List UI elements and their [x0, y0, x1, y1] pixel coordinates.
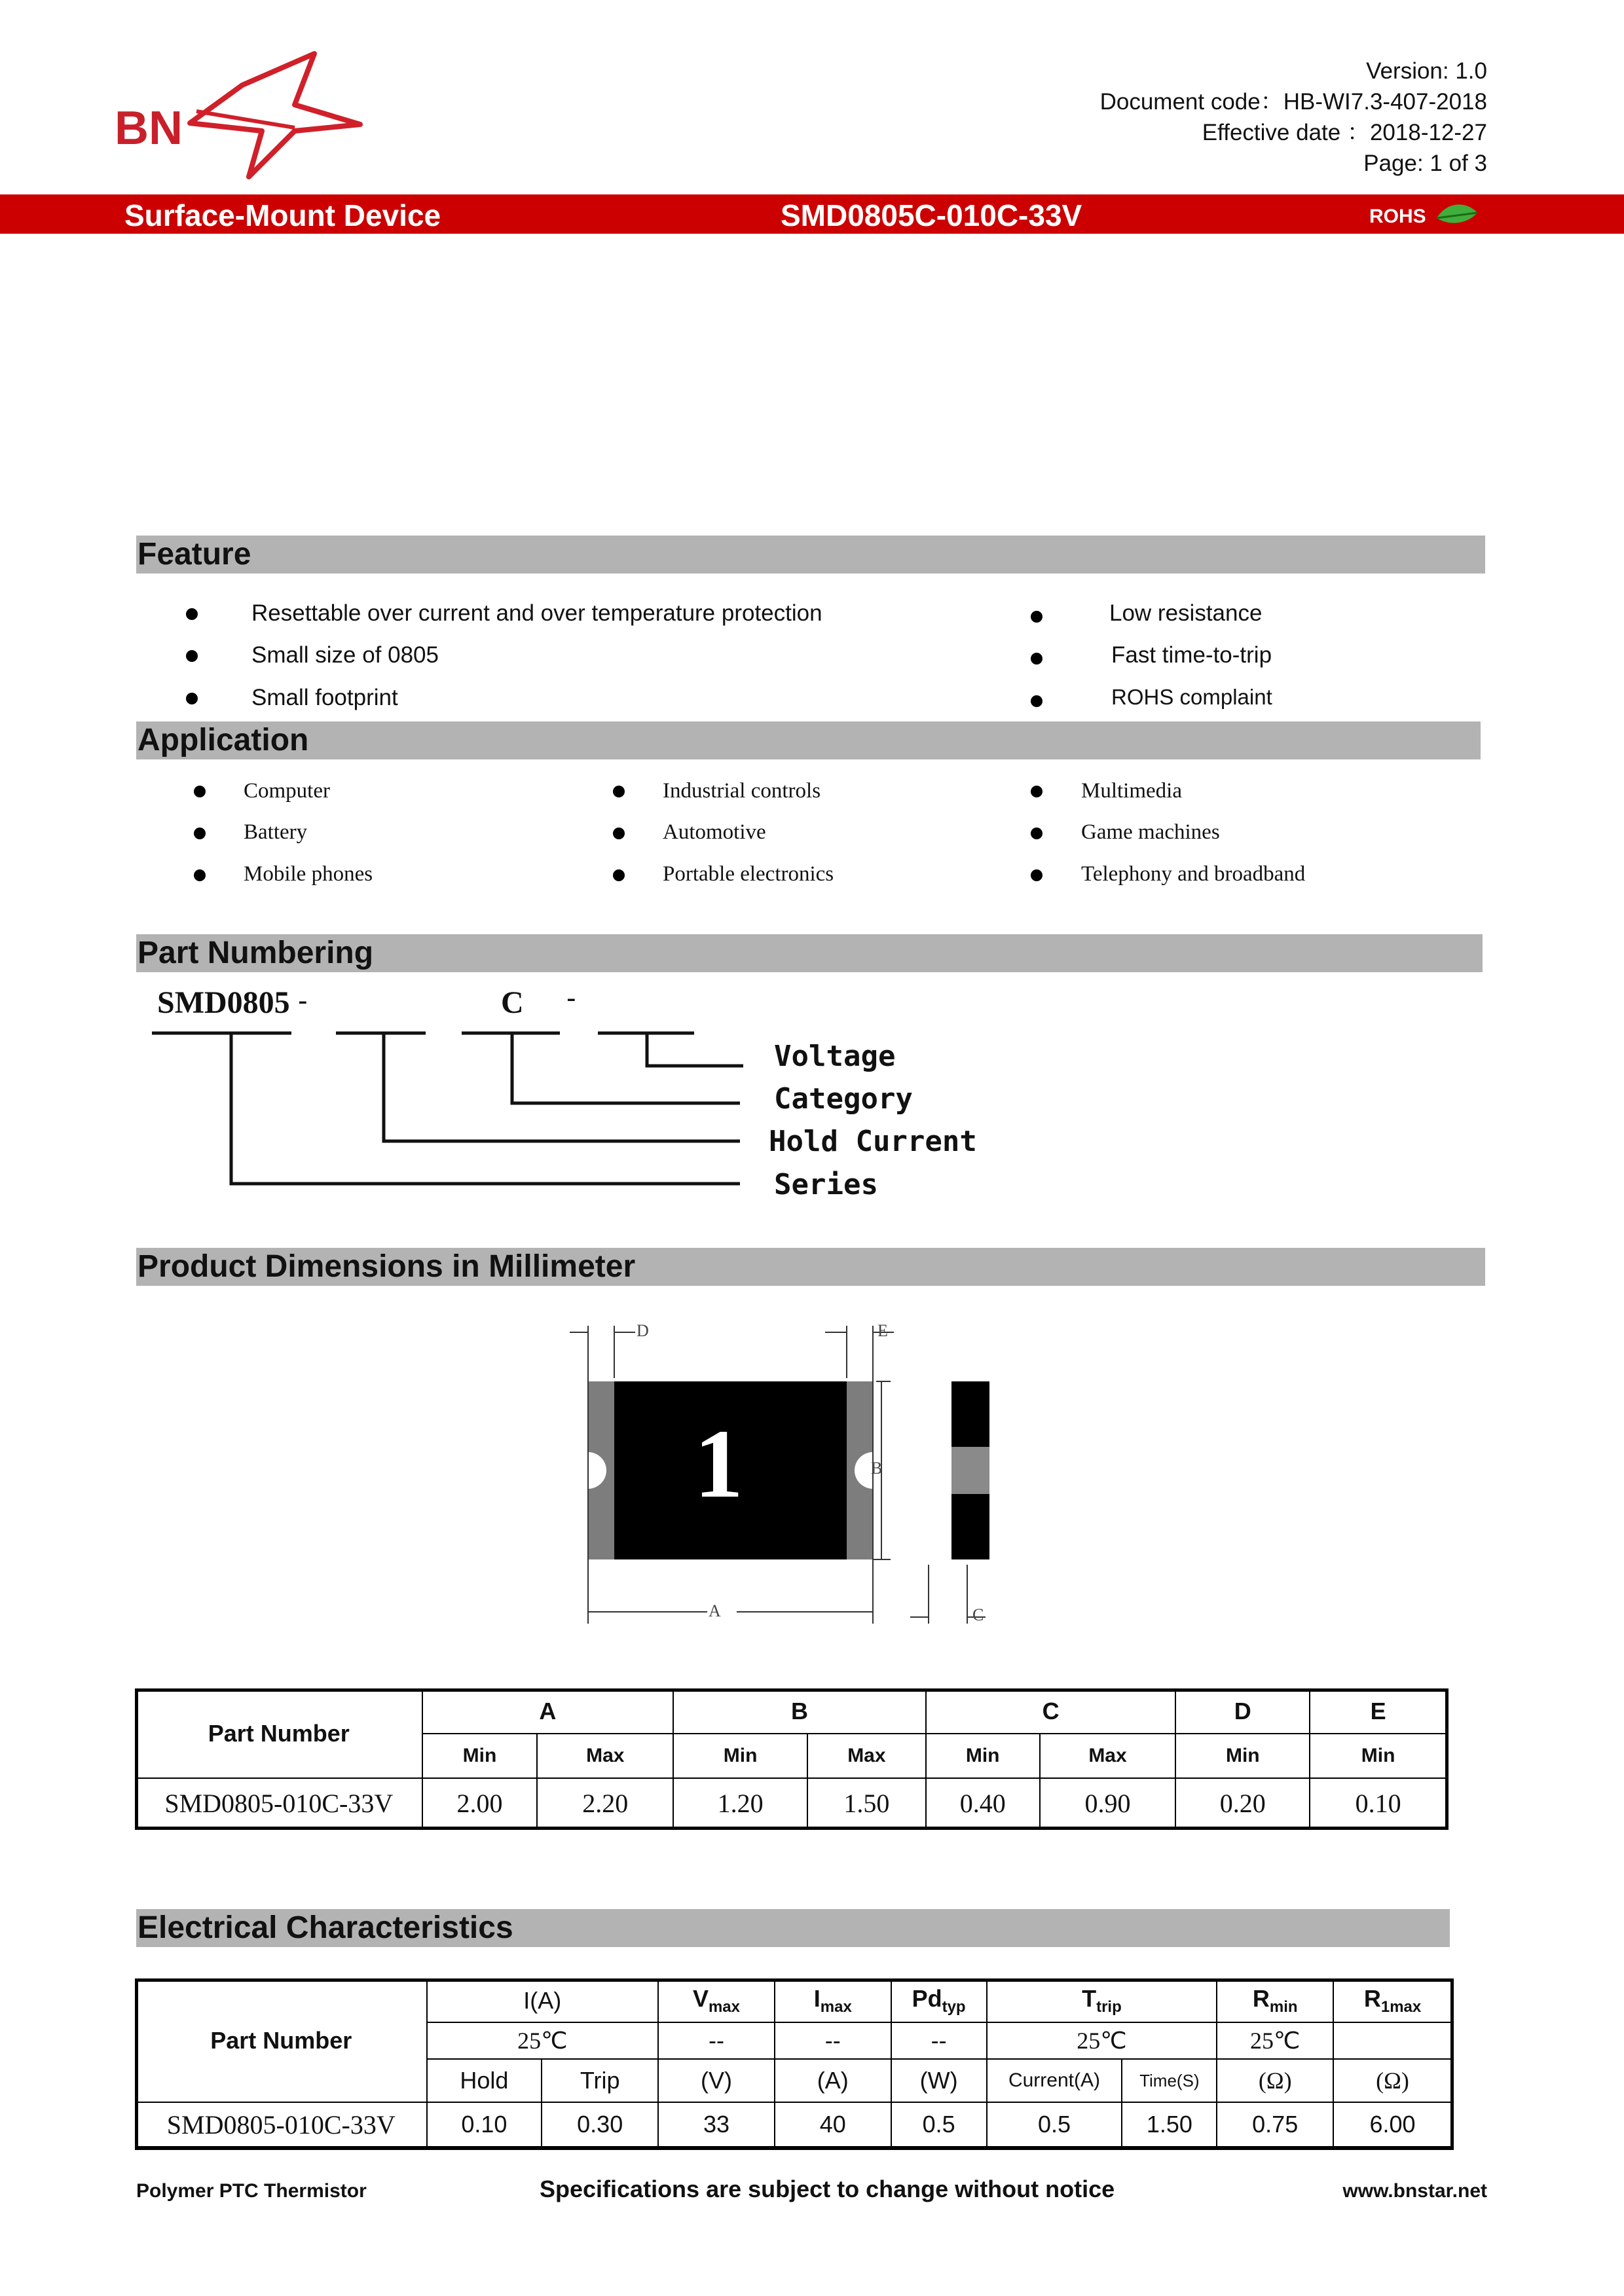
rohs-label: ROHS [1369, 206, 1426, 227]
list-item: Mobile phones [244, 862, 373, 886]
bullet-icon [186, 650, 198, 662]
value-cell: 0.90 [1040, 1778, 1176, 1828]
subheader: Max [1040, 1734, 1176, 1778]
list-item: Multimedia [1081, 779, 1182, 803]
value-cell: 0.10 [427, 2102, 542, 2147]
condition-cell [1333, 2022, 1452, 2059]
list-item: Small footprint [251, 685, 398, 710]
imax-symbol: I [813, 1984, 821, 2012]
table-row [136, 1778, 1447, 1828]
list-item: Fast time-to-trip [1111, 642, 1272, 668]
vmax-header [658, 1979, 775, 2022]
subheader: Min [926, 1734, 1040, 1778]
vmax-subscript: max [708, 1998, 741, 2016]
ttrip-symbol: T [1082, 1984, 1097, 2012]
list-item: Battery [244, 820, 308, 844]
list-item: Low resistance [1109, 600, 1263, 626]
bullet-icon [1031, 611, 1043, 623]
value-cell: 0.10 [1310, 1778, 1447, 1828]
document-info [1100, 56, 1487, 179]
part-number-header: Part Number [136, 1689, 422, 1778]
rmin-header [1217, 1979, 1333, 2022]
subheader: Max [807, 1734, 926, 1778]
table-row [136, 2102, 1452, 2147]
part-numbering-diagram [151, 982, 1002, 1218]
feature-section-title: Feature [136, 536, 1485, 574]
pd-subscript: typ [942, 1998, 966, 2016]
bullet-icon [1031, 653, 1043, 665]
part-number-cell: SMD0805-010C-33V [136, 1778, 422, 1828]
condition-cell: 25℃ [427, 2022, 659, 2059]
page-number: Page: 1 of 3 [1363, 151, 1487, 176]
value-cell: 1.20 [673, 1778, 807, 1828]
rmin-symbol: R [1252, 1984, 1270, 2012]
unit-cell: (V) [658, 2059, 775, 2102]
bullet-icon [186, 608, 198, 620]
list-item: Small size of 0805 [251, 642, 439, 668]
list-item: Portable electronics [663, 862, 834, 886]
bullet-icon [194, 869, 206, 881]
effective-date: Effective date ：2018-12-27 [1202, 120, 1487, 145]
label-series: Series [774, 1168, 878, 1201]
group-c-header: C [926, 1689, 1176, 1734]
separator: - [298, 985, 308, 1017]
application-section-title: Application [136, 721, 1481, 759]
unit-cell: (Ω) [1217, 2059, 1333, 2102]
value-cell: 2.00 [422, 1778, 538, 1828]
part-number-cell: SMD0805-010C-33V [136, 2102, 427, 2147]
value-cell: 0.40 [926, 1778, 1040, 1828]
value-cell: 40 [775, 2102, 891, 2147]
series-prefix: SMD0805 [157, 985, 290, 1020]
bullet-icon [613, 786, 625, 797]
value-cell: 1.50 [1122, 2102, 1217, 2147]
list-item: ROHS complaint [1111, 685, 1272, 709]
label-a: A [709, 1601, 721, 1620]
label-category: Category [774, 1082, 913, 1116]
condition-cell: -- [658, 2022, 775, 2059]
list-item: Game machines [1081, 820, 1220, 844]
ttrip-subscript: trip [1096, 1998, 1122, 2016]
pd-symbol: Pd [912, 1984, 942, 2012]
group-e-header: E [1310, 1689, 1447, 1734]
label-b: B [871, 1459, 883, 1478]
value-cell: 0.75 [1217, 2102, 1333, 2147]
bullet-icon [1031, 828, 1043, 839]
bullet-icon [613, 828, 625, 839]
unit-cell: Hold [427, 2059, 542, 2102]
group-b-header: B [673, 1689, 926, 1734]
list-item: Industrial controls [663, 779, 821, 803]
value-cell: 0.20 [1175, 1778, 1310, 1828]
electrical-section-title: Electrical Characteristics [136, 1909, 1450, 1947]
list-item: Resettable over current and over temperature protection [251, 600, 822, 626]
dimensions-table [135, 1688, 1447, 1829]
dimensions-section-title: Product Dimensions in Millimeter [136, 1248, 1485, 1286]
pd-header [891, 1979, 987, 2022]
current-header: I(A) [427, 1979, 659, 2022]
footer-notice: Specifications are subject to change without notice [540, 2176, 1115, 2202]
device-type: Surface-Mount Device [124, 198, 441, 232]
unit-cell: (Ω) [1333, 2059, 1452, 2102]
document-code: Document code：HB-WI7.3-407-2018 [1099, 89, 1487, 115]
electrical-table [135, 1978, 1452, 2147]
r1max-subscript: 1max [1380, 1998, 1422, 2016]
imax-header [775, 1979, 891, 2022]
chip-marking: 1 [694, 1410, 743, 1518]
subheader: Max [537, 1734, 673, 1778]
ttrip-header [987, 1979, 1217, 2022]
bullet-icon [194, 786, 206, 797]
unit-cell: Time(S) [1122, 2059, 1217, 2102]
label-voltage: Voltage [774, 1040, 896, 1073]
bullet-icon [1031, 869, 1043, 881]
group-a-header: A [422, 1689, 674, 1734]
bullet-icon [186, 693, 198, 704]
label-d: D [637, 1321, 649, 1340]
unit-cell: Current(A) [987, 2059, 1122, 2102]
category-letter: C [501, 985, 524, 1020]
subheader: Min [673, 1734, 807, 1778]
bullet-icon [1031, 786, 1043, 797]
condition-cell: 25℃ [1217, 2022, 1333, 2059]
condition-cell: -- [891, 2022, 987, 2059]
unit-cell: (A) [775, 2059, 891, 2102]
unit-cell: Trip [542, 2059, 658, 2102]
title-banner [0, 194, 1624, 234]
part-number-header: Part Number [136, 1979, 427, 2102]
label-c: C [972, 1605, 984, 1624]
r1max-symbol: R [1363, 1984, 1381, 2012]
rmin-subscript: min [1269, 1998, 1298, 2016]
unit-cell: (W) [891, 2059, 987, 2102]
subheader: Min [1310, 1734, 1447, 1778]
imax-subscript: max [820, 1998, 852, 2016]
value-cell: 0.30 [542, 2102, 658, 2147]
condition-cell: -- [775, 2022, 891, 2059]
vmax-symbol: V [692, 1984, 709, 2012]
list-item: Computer [244, 779, 330, 803]
list-item: Telephony and broadband [1081, 862, 1306, 886]
value-cell: 0.5 [987, 2102, 1122, 2147]
value-cell: 1.50 [807, 1778, 926, 1828]
group-d-header: D [1175, 1689, 1310, 1734]
version: Version: 1.0 [1366, 58, 1487, 84]
value-cell: 2.20 [537, 1778, 673, 1828]
condition-cell: 25℃ [987, 2022, 1217, 2059]
bullet-icon [1031, 695, 1043, 707]
value-cell: 33 [658, 2102, 775, 2147]
value-cell: 0.5 [891, 2102, 987, 2147]
company-logo [98, 46, 386, 183]
label-hold-current: Hold Current [769, 1125, 977, 1158]
footer-product: Polymer PTC Thermistor [136, 2180, 367, 2202]
logo-text: BN [115, 102, 183, 155]
subheader: Min [1175, 1734, 1310, 1778]
part-title: SMD0805C-010C-33V [781, 198, 1082, 232]
footer-website: www.bnstar.net [1342, 2180, 1487, 2202]
bullet-icon [194, 828, 206, 839]
value-cell: 6.00 [1333, 2102, 1452, 2147]
list-item: Automotive [663, 820, 766, 844]
r1max-header [1333, 1979, 1452, 2022]
label-e: E [877, 1321, 888, 1340]
dimension-drawing [563, 1309, 1061, 1637]
bullet-icon [613, 869, 625, 881]
separator: - [566, 982, 576, 1014]
part-numbering-section-title: Part Numbering [136, 934, 1483, 972]
subheader: Min [422, 1734, 538, 1778]
leaf-icon [1434, 198, 1480, 230]
